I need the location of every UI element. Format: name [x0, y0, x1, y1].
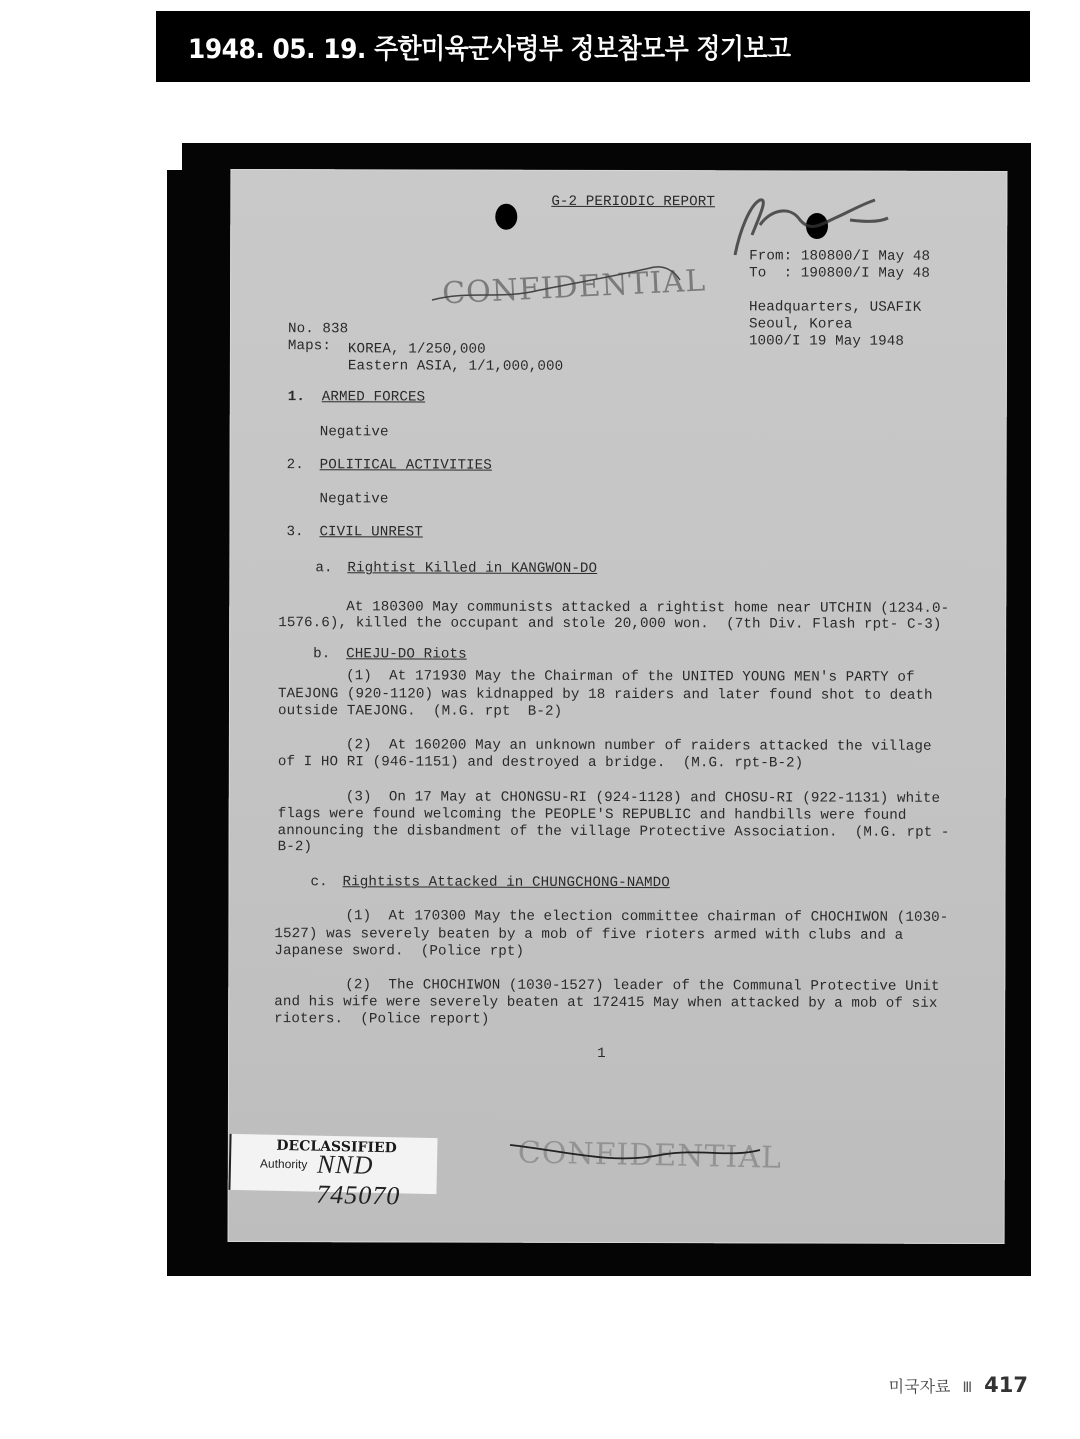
c2-line-1: (2) The CHOCHIWON (1030-1527) leader of the Communal Protective Unit [345, 977, 940, 995]
section-3-heading: CIVIL UNREST [319, 524, 423, 541]
subsection-b-heading: CHEJU-DO Riots [346, 646, 467, 663]
c1-line-3: Japanese sword. (Police rpt) [274, 943, 525, 960]
b1-line-3: outside TAEJONG. (M.G. rpt B-2) [277, 703, 563, 720]
section-1-heading: ARMED FORCES [321, 389, 426, 406]
section-2-body: Negative [319, 491, 389, 508]
page-title: 1948. 05. 19. 주한미육군사령부 정보참모부 정기보고 [188, 34, 791, 65]
hq-line-3: 1000/I 19 May 1948 [748, 333, 905, 350]
b1-line-1: (1) At 171930 May the Chairman of the UNITED YOUNG MEN's PARTY of [346, 668, 915, 686]
section-1-number: 1. [287, 389, 306, 406]
page-number-on-document: 1 [597, 1045, 606, 1062]
subsection-a-letter: a. [315, 560, 333, 577]
stamp-strike-top [432, 267, 680, 300]
page-footer [889, 1373, 1028, 1397]
page-number: 417 [984, 1373, 1028, 1397]
hq-line-2: Seoul, Korea [748, 316, 853, 333]
report-title: G-2 PERIODIC REPORT [551, 193, 716, 211]
authority-value: NND 745070 [316, 1149, 401, 1211]
volume-numeral: Ⅲ [962, 1380, 973, 1396]
c2-line-3: rioters. (Police report) [274, 1011, 490, 1028]
b1-line-2: TAEJONG (920-1120) was kidnapped by 18 raiders and later found shot to death [278, 686, 933, 704]
declassified-title: DECLASSIFIED [276, 1137, 397, 1157]
to-line: To : 190800/I May 48 [749, 265, 931, 282]
map-1: KOREA, 1/250,000 [347, 341, 486, 358]
maps-label: Maps: [287, 338, 332, 355]
map-2: Eastern ASIA, 1/1,000,000 [347, 358, 564, 375]
subsection-b-letter: b. [313, 646, 331, 663]
b2-line-2: of I HO RI (946-1151) and destroyed a bridge. (M.G. rpt-B-2) [277, 754, 804, 772]
stamp-strike-bottom [510, 1145, 760, 1158]
section-2-heading: POLITICAL ACTIVITIES [319, 457, 492, 474]
c1-line-1: (1) At 170300 May the election committee chairman of CHOCHIWON (1030- [345, 908, 949, 926]
signature-stroke [735, 200, 888, 255]
from-line: From: 180800/I May 48 [749, 248, 931, 265]
subsection-c-heading: Rightists Attacked in CHUNGCHONG-NAMDO [342, 874, 670, 892]
section-2-number: 2. [286, 457, 304, 474]
book-title: 미국자료 [888, 1377, 951, 1396]
subsection-a-line-2: 1576.6), killed the occupant and stole 20,000 won. (7th Div. Flash rpt- C-3) [278, 615, 942, 633]
declassified-label [228, 1134, 437, 1211]
subsection-a-heading: Rightist Killed in KANGWON-DO [347, 560, 598, 577]
hq-line-1: Headquarters, USAFIK [749, 299, 922, 316]
confidential-stamp-top: CONFIDENTIAL [441, 263, 707, 312]
b3-line-2: flags were found welcoming the PEOPLE'S REPUBLIC and handbills were found [277, 806, 907, 824]
c1-line-2: 1527) was severely beaten by a mob of five rioters armed with clubs and a [274, 926, 904, 944]
b2-line-1: (2) At 160200 May an unknown number of raiders attacked the village [345, 737, 932, 755]
b3-line-3: announcing the disbandment of the village Protective Association. (M.G. rpt - [277, 823, 950, 841]
subsection-a-line-1: At 180300 May communists attacked a rightist home near UTCHIN (1234.0- [346, 599, 950, 617]
b3-line-1: (3) On 17 May at CHONGSU-RI (924-1128) and CHOSU-RI (922-1131) white [345, 789, 941, 807]
c2-line-2: and his wife were severely beaten at 172415 May when attacked by a mob of six [274, 994, 938, 1012]
confidential-stamp-bottom: CONFIDENTIAL [517, 1135, 783, 1176]
b3-line-4: B-2) [277, 839, 313, 856]
subsection-c-letter: c. [310, 874, 328, 891]
report-number: No. 838 [287, 321, 349, 338]
authority-label: Authority [259, 1156, 308, 1172]
section-3-number: 3. [286, 524, 304, 541]
section-1-body: Negative [319, 424, 389, 441]
